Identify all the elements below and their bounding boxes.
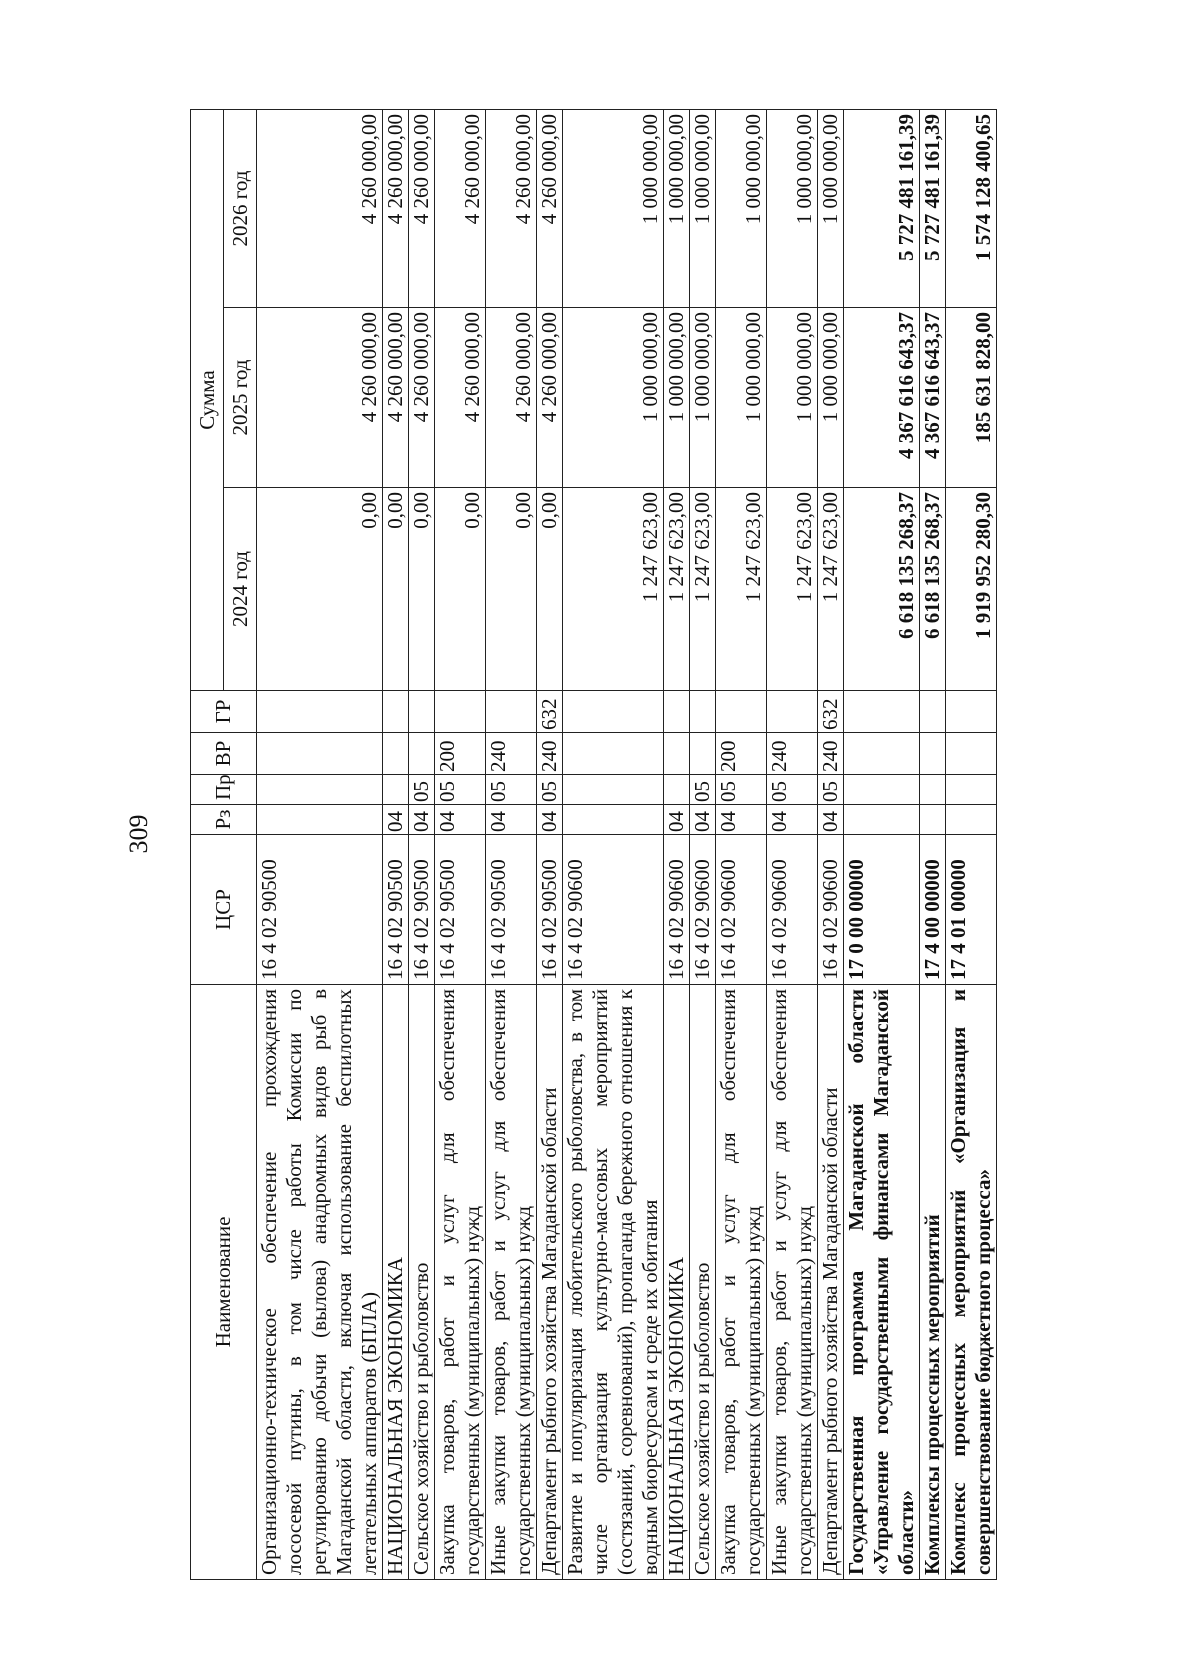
row-pr <box>664 775 690 805</box>
row-rz: 04 <box>486 805 537 835</box>
table-row <box>537 109 563 1579</box>
row-csr: 16 4 02 90600 <box>563 835 664 985</box>
table-row <box>257 109 383 1579</box>
table-row <box>716 109 767 1579</box>
row-sum-2025: 4 260 000,00 <box>409 308 435 488</box>
table-row <box>409 109 435 1579</box>
row-vr <box>383 733 409 775</box>
row-csr: 16 4 02 90500 <box>383 835 409 985</box>
row-vr: 240 <box>767 733 818 775</box>
row-name: Комплекс процессных мероприятий «Организация и совершенствование бюджетного процесса» <box>946 985 997 1580</box>
table-row <box>486 109 537 1579</box>
row-sum-2024: 0,00 <box>537 488 563 691</box>
table-row <box>818 109 844 1579</box>
row-gr <box>664 691 690 733</box>
table-row <box>435 109 486 1579</box>
row-gr: 632 <box>537 691 563 733</box>
row-csr: 16 4 02 90500 <box>435 835 486 985</box>
row-pr <box>946 775 997 805</box>
row-sum-2024: 1 247 623,00 <box>563 488 664 691</box>
row-sum-2024: 1 247 623,00 <box>664 488 690 691</box>
row-csr: 16 4 02 90500 <box>486 835 537 985</box>
row-pr: 05 <box>767 775 818 805</box>
row-rz <box>946 805 997 835</box>
row-pr: 05 <box>409 775 435 805</box>
header-rz: Рз <box>191 805 257 835</box>
row-pr: 05 <box>716 775 767 805</box>
row-sum-2024: 0,00 <box>383 488 409 691</box>
table-row <box>920 109 946 1579</box>
row-gr <box>690 691 716 733</box>
row-csr: 16 4 02 90500 <box>409 835 435 985</box>
row-name: Иные закупки товаров, работ и услуг для обеспечения государственных (муниципальных) нужд <box>767 985 818 1580</box>
row-gr <box>486 691 537 733</box>
row-vr <box>946 733 997 775</box>
row-name: Департамент рыбного хозяйства Магаданской области <box>537 985 563 1580</box>
row-pr: 05 <box>690 775 716 805</box>
row-csr: 16 4 02 90600 <box>767 835 818 985</box>
row-sum-2024: 0,00 <box>257 488 383 691</box>
row-pr: 05 <box>818 775 844 805</box>
row-rz <box>257 805 383 835</box>
table-body <box>257 109 997 1579</box>
table-row <box>946 109 997 1579</box>
header-gr: ГР <box>191 691 257 733</box>
row-vr: 240 <box>818 733 844 775</box>
row-name: НАЦИОНАЛЬНАЯ ЭКОНОМИКА <box>383 985 409 1580</box>
header-pr: Пр <box>191 775 257 805</box>
row-sum-2026: 1 000 000,00 <box>716 109 767 307</box>
row-sum-2026: 4 260 000,00 <box>409 109 435 307</box>
table-row <box>563 109 664 1579</box>
row-rz: 04 <box>383 805 409 835</box>
rotated-page-content <box>190 110 995 1580</box>
header-csr: ЦСР <box>191 835 257 985</box>
header-2026: 2026 год <box>224 109 257 307</box>
row-name: Организационно-техническое обеспечение прохождения лососевой путины, в том числе работы Комиссии по регулированию добычи (вылова) анадромных видов рыб в Магаданской области, включая использование беспилотных летательных аппаратов (БПЛА) <box>257 985 383 1580</box>
row-rz <box>563 805 664 835</box>
header-name: Наименование <box>191 985 257 1580</box>
row-rz: 04 <box>690 805 716 835</box>
row-sum-2024: 1 919 952 280,30 <box>946 488 997 691</box>
row-sum-2024: 1 247 623,00 <box>716 488 767 691</box>
table-row <box>664 109 690 1579</box>
row-sum-2024: 0,00 <box>409 488 435 691</box>
row-vr <box>664 733 690 775</box>
row-sum-2026: 1 000 000,00 <box>690 109 716 307</box>
row-sum-2025: 4 260 000,00 <box>486 308 537 488</box>
row-rz: 04 <box>818 805 844 835</box>
row-rz: 04 <box>716 805 767 835</box>
table-row <box>844 109 920 1579</box>
row-csr: 17 4 01 00000 <box>946 835 997 985</box>
row-name: Иные закупки товаров, работ и услуг для обеспечения государственных (муниципальных) нужд <box>486 985 537 1580</box>
row-gr <box>716 691 767 733</box>
row-rz: 04 <box>409 805 435 835</box>
row-gr <box>767 691 818 733</box>
row-pr: 05 <box>486 775 537 805</box>
row-name: Развитие и популяризация любительского рыболовства, в том числе организация культурно-массовых мероприятий (состязаний, соревнований), пропаганда бережного отношения к водным биоресурсам и среде их обитания <box>563 985 664 1580</box>
row-sum-2026: 4 260 000,00 <box>257 109 383 307</box>
row-gr <box>920 691 946 733</box>
row-pr: 05 <box>435 775 486 805</box>
row-name: Закупка товаров, работ и услуг для обеспечения государственных (муниципальных) нужд <box>435 985 486 1580</box>
row-sum-2025: 1 000 000,00 <box>690 308 716 488</box>
row-gr <box>435 691 486 733</box>
row-pr <box>844 775 920 805</box>
table-row <box>383 109 409 1579</box>
row-sum-2025: 4 260 000,00 <box>257 308 383 488</box>
row-pr <box>383 775 409 805</box>
row-csr: 16 4 02 90500 <box>257 835 383 985</box>
row-csr: 16 4 02 90600 <box>664 835 690 985</box>
row-sum-2026: 4 260 000,00 <box>435 109 486 307</box>
row-sum-2025: 185 631 828,00 <box>946 308 997 488</box>
row-sum-2024: 1 247 623,00 <box>690 488 716 691</box>
row-rz <box>920 805 946 835</box>
row-pr <box>257 775 383 805</box>
row-vr: 200 <box>716 733 767 775</box>
table-row <box>767 109 818 1579</box>
row-sum-2026: 1 000 000,00 <box>767 109 818 307</box>
row-sum-2026: 5 727 481 161,39 <box>844 109 920 307</box>
row-sum-2024: 6 618 135 268,37 <box>844 488 920 691</box>
row-vr <box>563 733 664 775</box>
row-sum-2025: 1 000 000,00 <box>818 308 844 488</box>
budget-table <box>190 109 997 1580</box>
row-sum-2025: 1 000 000,00 <box>664 308 690 488</box>
row-sum-2026: 4 260 000,00 <box>486 109 537 307</box>
row-csr: 16 4 02 90500 <box>537 835 563 985</box>
page-number: 309 <box>124 814 153 854</box>
row-vr: 200 <box>435 733 486 775</box>
row-name: Комплексы процессных мероприятий <box>920 985 946 1580</box>
header-row-1 <box>191 109 224 1579</box>
row-sum-2025: 4 260 000,00 <box>435 308 486 488</box>
row-sum-2026: 1 000 000,00 <box>664 109 690 307</box>
row-sum-2024: 0,00 <box>486 488 537 691</box>
row-vr <box>409 733 435 775</box>
row-rz: 04 <box>767 805 818 835</box>
row-pr: 05 <box>537 775 563 805</box>
row-gr <box>844 691 920 733</box>
row-rz: 04 <box>537 805 563 835</box>
row-sum-2025: 1 000 000,00 <box>767 308 818 488</box>
row-csr: 17 4 00 00000 <box>920 835 946 985</box>
row-vr: 240 <box>486 733 537 775</box>
row-sum-2026: 4 260 000,00 <box>537 109 563 307</box>
row-name: НАЦИОНАЛЬНАЯ ЭКОНОМИКА <box>664 985 690 1580</box>
row-vr <box>690 733 716 775</box>
row-vr <box>844 733 920 775</box>
row-pr <box>920 775 946 805</box>
row-vr: 240 <box>537 733 563 775</box>
row-sum-2025: 1 000 000,00 <box>716 308 767 488</box>
row-sum-2025: 4 367 616 643,37 <box>920 308 946 488</box>
row-rz <box>844 805 920 835</box>
row-sum-2024: 1 247 623,00 <box>767 488 818 691</box>
header-2024: 2024 год <box>224 488 257 691</box>
row-csr: 16 4 02 90600 <box>818 835 844 985</box>
row-gr <box>946 691 997 733</box>
row-gr <box>409 691 435 733</box>
row-sum-2024: 0,00 <box>435 488 486 691</box>
row-gr <box>257 691 383 733</box>
row-vr <box>257 733 383 775</box>
row-name: Закупка товаров, работ и услуг для обеспечения государственных (муниципальных) нужд <box>716 985 767 1580</box>
row-name: Департамент рыбного хозяйства Магаданской области <box>818 985 844 1580</box>
row-gr: 632 <box>818 691 844 733</box>
row-name: Сельское хозяйство и рыболовство <box>409 985 435 1580</box>
row-name: Государственная программа Магаданской области «Управление государственными финансами Магаданской области» <box>844 985 920 1580</box>
row-sum-2024: 6 618 135 268,37 <box>920 488 946 691</box>
row-sum-2026: 4 260 000,00 <box>383 109 409 307</box>
row-sum-2026: 1 574 128 400,65 <box>946 109 997 307</box>
row-gr <box>383 691 409 733</box>
row-gr <box>563 691 664 733</box>
row-sum-2025: 4 260 000,00 <box>383 308 409 488</box>
row-sum-2025: 1 000 000,00 <box>563 308 664 488</box>
row-sum-2026: 5 727 481 161,39 <box>920 109 946 307</box>
row-sum-2026: 1 000 000,00 <box>818 109 844 307</box>
header-sum: Сумма <box>191 109 224 690</box>
row-rz: 04 <box>664 805 690 835</box>
row-sum-2024: 1 247 623,00 <box>818 488 844 691</box>
row-sum-2025: 4 260 000,00 <box>537 308 563 488</box>
row-csr: 16 4 02 90600 <box>716 835 767 985</box>
row-csr: 17 0 00 00000 <box>844 835 920 985</box>
row-sum-2026: 1 000 000,00 <box>563 109 664 307</box>
header-vr: ВР <box>191 733 257 775</box>
row-csr: 16 4 02 90600 <box>690 835 716 985</box>
table-row <box>690 109 716 1579</box>
row-rz: 04 <box>435 805 486 835</box>
row-pr <box>563 775 664 805</box>
header-2025: 2025 год <box>224 308 257 488</box>
row-sum-2025: 4 367 616 643,37 <box>844 308 920 488</box>
row-name: Сельское хозяйство и рыболовство <box>690 985 716 1580</box>
row-vr <box>920 733 946 775</box>
